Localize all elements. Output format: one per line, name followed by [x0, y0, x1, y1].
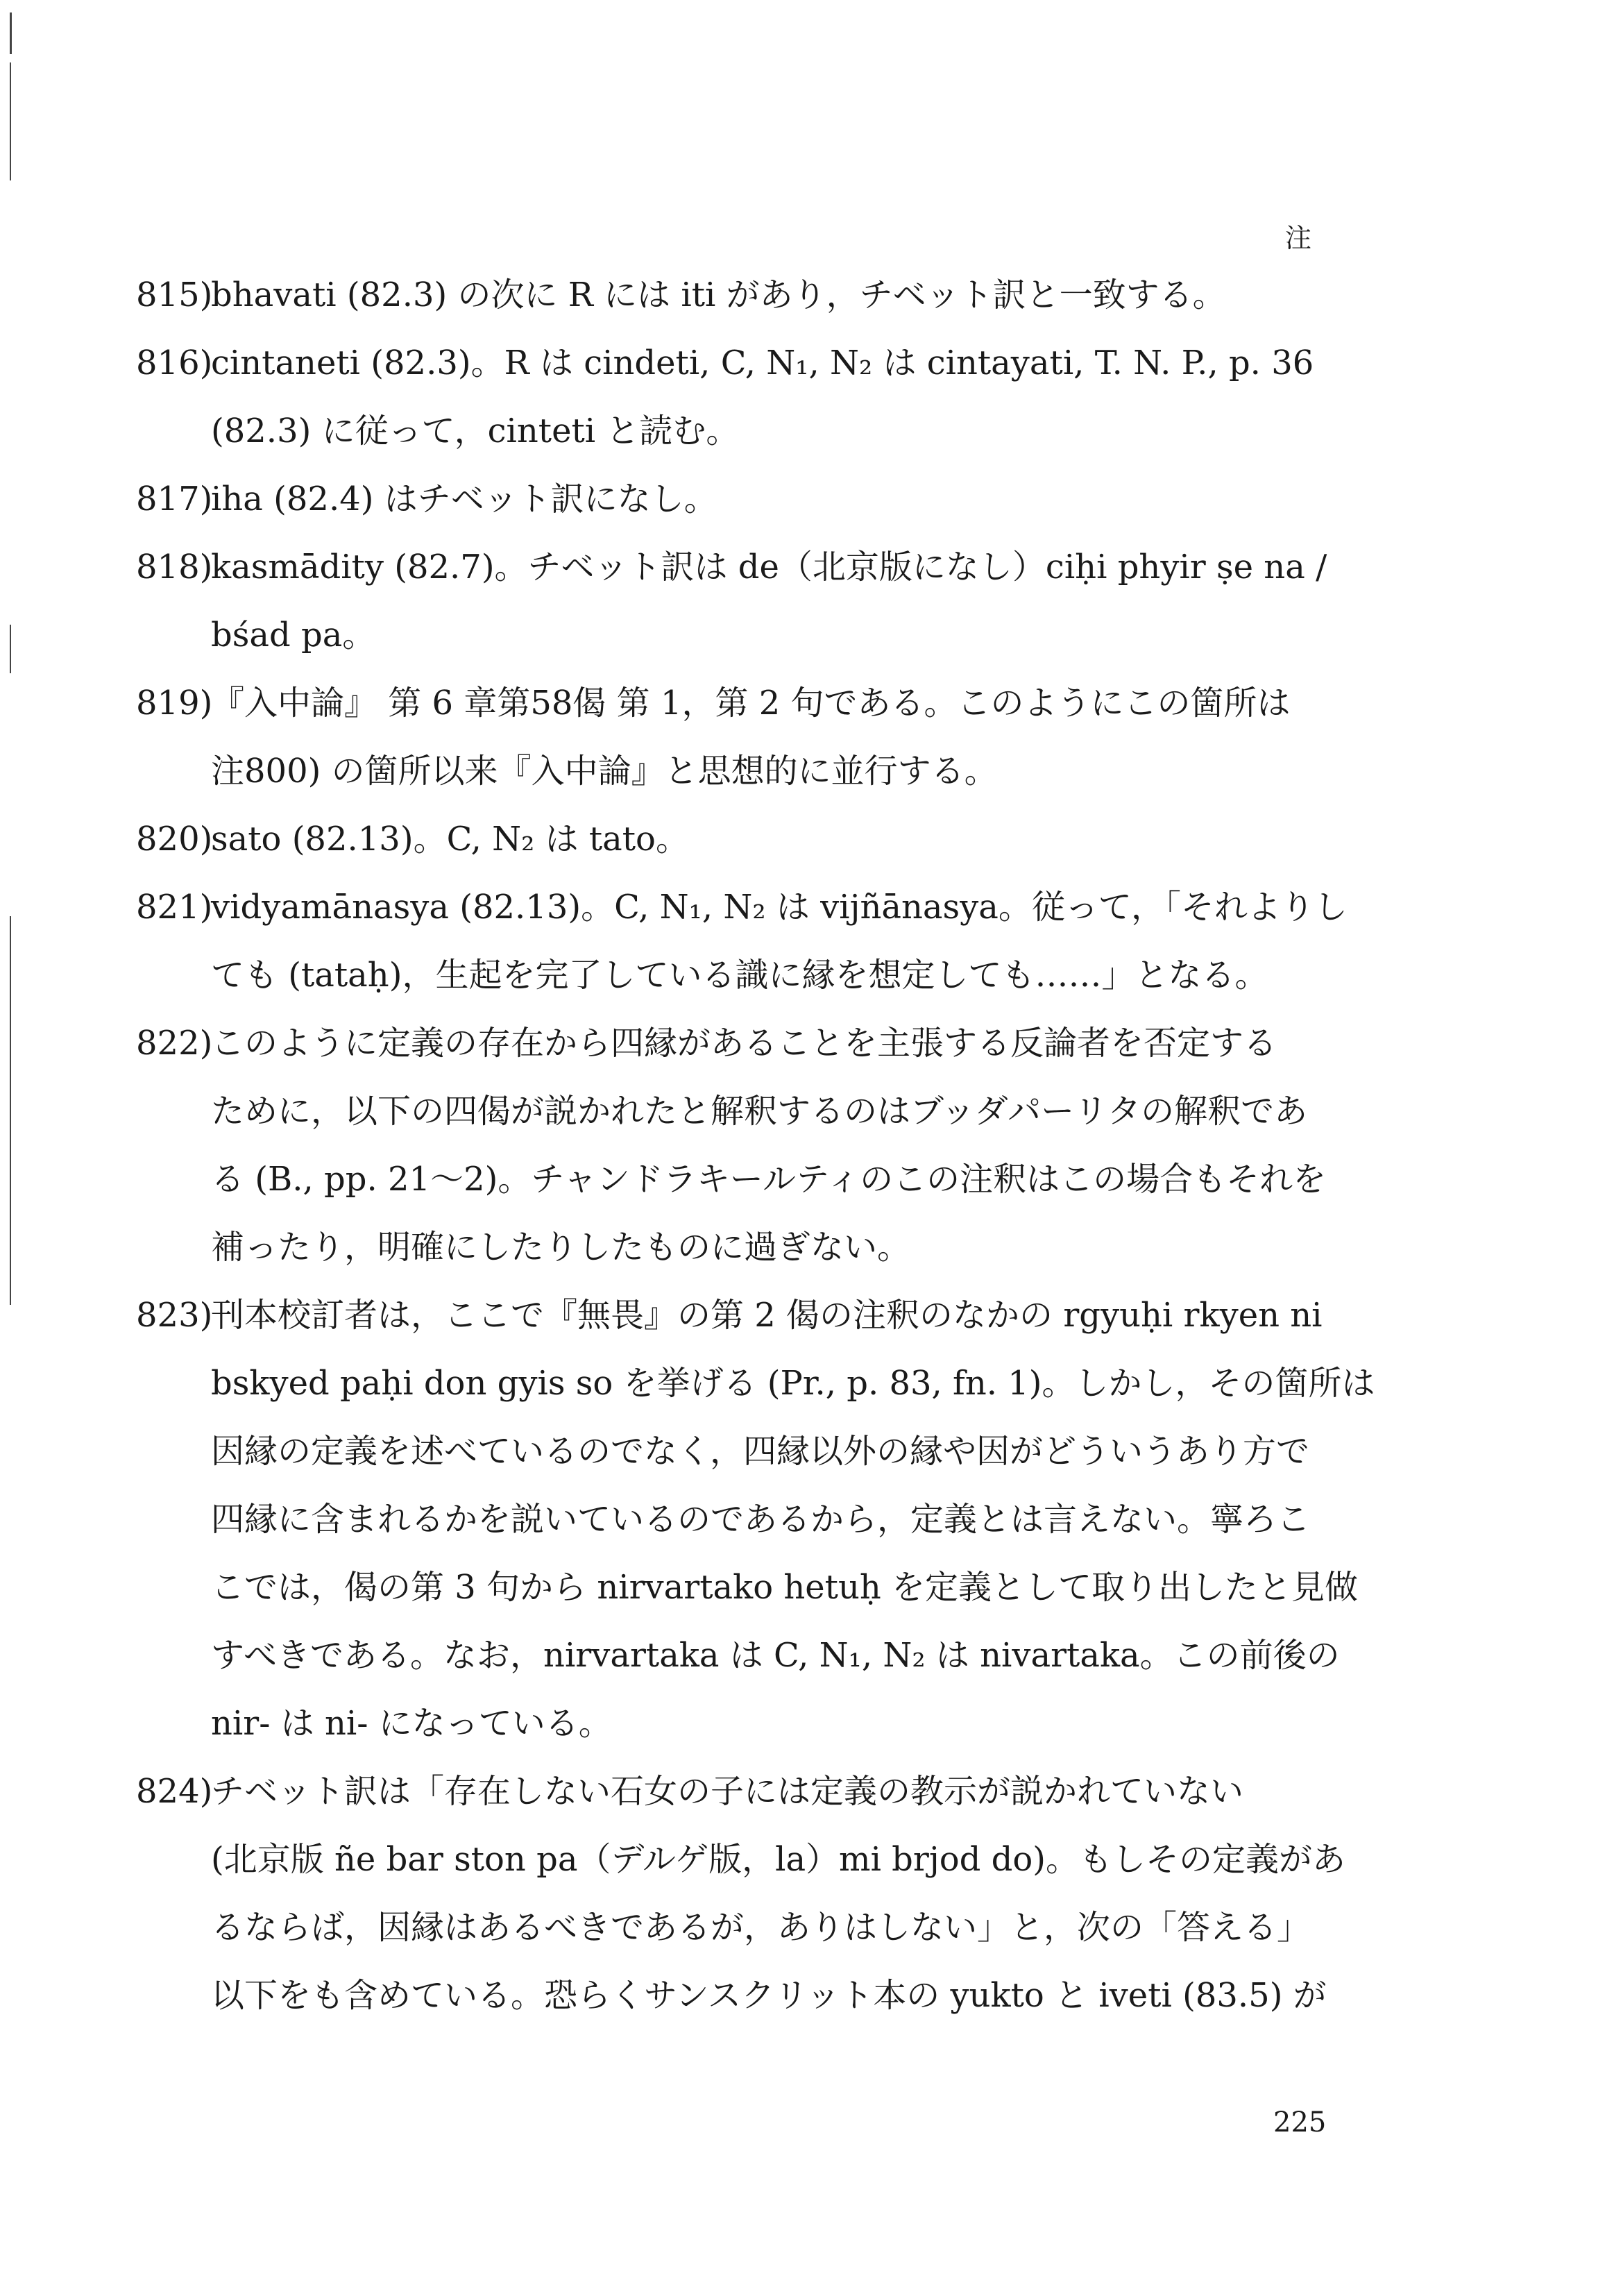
note-number: 817): [136, 480, 213, 518]
note-text-line: iha (82.4) はチベット訳になし。: [211, 480, 717, 518]
note-text-line: こでは，偈の第 3 句から nirvartako hetuḥ を定義として取り出したと見做: [211, 1568, 1359, 1607]
note-item: [136, 533, 1357, 669]
note-item: [136, 1281, 1375, 1757]
note-number: 816): [136, 344, 213, 382]
note-item: [136, 465, 1357, 533]
margin-mark-middle: [10, 625, 11, 673]
note-item: [136, 1757, 1357, 2029]
note-text-line: bskyed paḥi don gyis so を挙げる (Pr., p. 83, fn. 1)。しかし，その箇所は: [211, 1364, 1375, 1403]
note-text-line: (北京版 ñe bar ston pa（デルゲ版，la）mi brjod do)。もしその定義があ: [211, 1840, 1345, 1879]
note-number: 815): [136, 276, 213, 314]
note-text-line: チベット訳は「存在しない石女の子には定義の教示が説かれていない: [211, 1772, 1244, 1811]
note-text-line: る (B., pp. 21〜2)。チャンドラキールティのこの注釈はこの場合もそれを: [211, 1160, 1327, 1199]
note-text-line: 刊本校訂者は，ここで『無畏』の第 2 偈の注釈のなかの rgyuḥi rkyen ni: [211, 1296, 1323, 1335]
margin-mark-top: [10, 12, 12, 54]
note-text-line: ために，以下の四偈が説かれたと解釈するのはブッダパーリタの解釈であ: [211, 1092, 1308, 1131]
note-item: [136, 1009, 1357, 1281]
margin-mark-upper: [10, 62, 11, 180]
note-text-line: 四縁に含まれるかを説いているのであるから，定義とは言えない。寧ろこ: [211, 1500, 1311, 1539]
note-item: [136, 329, 1357, 465]
note-text-line: sato (82.13)。C, N₂ は tato。: [211, 820, 689, 859]
notes-list: [136, 261, 1375, 2029]
note-text-line: kasmādity (82.7)。チベット訳は de（北京版になし）ciḥi phyir ṣe na /: [211, 548, 1327, 586]
note-text-line: nir- は ni- になっている。: [211, 1704, 612, 1743]
note-text-line: るならば，因縁はあるべきであるが，ありはしない」と，次の「答える」: [211, 1908, 1311, 1947]
margin-mark-lower: [10, 916, 11, 1305]
note-number: 818): [136, 548, 213, 586]
note-number: 823): [136, 1296, 213, 1335]
note-text-line: (82.3) に従って，cinteti と読む。: [211, 412, 740, 450]
note-number: 819): [136, 684, 213, 723]
note-text-line: vidyamānasya (82.13)。C, N₁, N₂ は vijñānasya。従って，「それよりし: [211, 888, 1348, 927]
note-number: 820): [136, 820, 213, 859]
note-item: [136, 261, 1357, 329]
note-text-line: このように定義の存在から四縁があることを主張する反論者を否定する: [211, 1024, 1277, 1063]
note-text-line: 『入中論』 第 6 章第58偈 第 1，第 2 句である。このようにこの箇所は: [211, 684, 1291, 723]
note-text-line: 因縁の定義を述べているのでなく，四縁以外の縁や因がどういうあり方で: [211, 1432, 1310, 1471]
note-text-line: bśad pa。: [211, 616, 376, 655]
note-item: [136, 873, 1357, 1009]
note-number: 821): [136, 888, 213, 927]
note-text-line: 補ったり，明確にしたりしたものに過ぎない。: [211, 1228, 911, 1267]
note-text-line: 注800) の箇所以来『入中論』と思想的に並行する。: [211, 752, 998, 791]
note-item: [136, 669, 1357, 805]
note-text-line: cintaneti (82.3)。R は cindeti, C, N₁, N₂ は cintayati, T. N. P., p. 36: [211, 344, 1314, 382]
running-header: 注: [1285, 223, 1314, 253]
page-number: 225: [1273, 2107, 1327, 2138]
note-number: 824): [136, 1772, 213, 1811]
note-text-line: ても (tataḥ)，生起を完了している識に縁を想定しても……」となる。: [211, 956, 1268, 995]
note-number: 822): [136, 1024, 213, 1063]
note-text-line: すべきである。なお，nirvartaka は C, N₁, N₂ は nivartaka。この前後の: [211, 1636, 1340, 1675]
note-text-line: bhavati (82.3) の次に R には iti があり，チベット訳と一致する。: [211, 276, 1226, 314]
note-item: [136, 805, 1357, 873]
note-text-line: 以下をも含めている。恐らくサンスクリット本の yukto と iveti (83.5) が: [211, 1976, 1327, 2015]
